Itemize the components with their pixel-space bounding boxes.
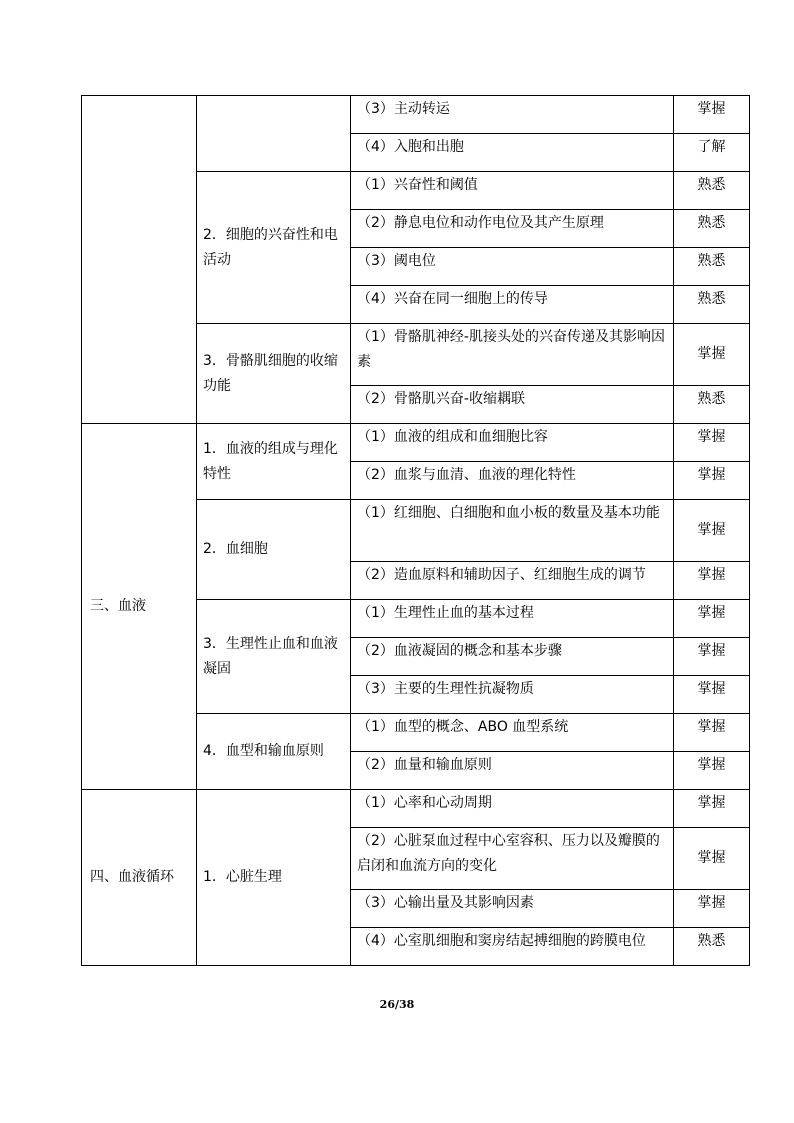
table-row xyxy=(82,96,750,134)
content-cell: （2）心脏泵血过程中心室容积、压力以及瓣膜的启闭和血流方向的变化 xyxy=(351,828,674,890)
content-cell: （2）骨骼肌兴奋-收缩耦联 xyxy=(351,386,674,424)
level-cell: 掌握 xyxy=(674,96,750,134)
level-cell: 掌握 xyxy=(674,890,750,928)
content-cell: （1）血型的概念、ABO 血型系统 xyxy=(351,714,674,752)
level-cell: 掌握 xyxy=(674,324,750,386)
level-cell: 熟悉 xyxy=(674,248,750,286)
section-cell-continued xyxy=(82,96,197,424)
level-cell: 熟悉 xyxy=(674,928,750,966)
content-cell: （1）生理性止血的基本过程 xyxy=(351,600,674,638)
level-cell: 掌握 xyxy=(674,790,750,828)
content-cell: （1）兴奋性和阈值 xyxy=(351,172,674,210)
content-cell: （1）红细胞、白细胞和血小板的数量及基本功能 xyxy=(351,500,674,562)
topic-cell: 2．细胞的兴奋性和电活动 xyxy=(197,172,351,324)
level-cell: 掌握 xyxy=(674,600,750,638)
level-cell: 掌握 xyxy=(674,638,750,676)
content-cell: （2）血液凝固的概念和基本步骤 xyxy=(351,638,674,676)
level-cell: 掌握 xyxy=(674,500,750,562)
content-cell: （3）阈电位 xyxy=(351,248,674,286)
section-cell: 四、血液循环 xyxy=(82,790,197,966)
topic-cell: 4．血型和输血原则 xyxy=(197,714,351,790)
level-cell: 熟悉 xyxy=(674,172,750,210)
level-cell: 掌握 xyxy=(674,752,750,790)
table-row xyxy=(82,790,750,828)
level-cell: 熟悉 xyxy=(674,210,750,248)
level-cell: 熟悉 xyxy=(674,286,750,324)
topic-cell: 1．血液的组成与理化特性 xyxy=(197,424,351,500)
topic-cell-continued xyxy=(197,96,351,172)
level-cell: 掌握 xyxy=(674,714,750,752)
table-row xyxy=(82,424,750,462)
content-cell: （4）心室肌细胞和窦房结起搏细胞的跨膜电位 xyxy=(351,928,674,966)
level-cell: 熟悉 xyxy=(674,386,750,424)
topic-cell: 1．心脏生理 xyxy=(197,790,351,966)
topic-cell: 2．血细胞 xyxy=(197,500,351,600)
level-cell: 掌握 xyxy=(674,676,750,714)
content-cell: （1）骨骼肌神经-肌接头处的兴奋传递及其影响因素 xyxy=(351,324,674,386)
level-cell: 掌握 xyxy=(674,562,750,600)
topic-cell: 3．骨骼肌细胞的收缩功能 xyxy=(197,324,351,424)
level-cell: 掌握 xyxy=(674,462,750,500)
level-cell: 掌握 xyxy=(674,424,750,462)
content-cell: （3）主要的生理性抗凝物质 xyxy=(351,676,674,714)
content-cell: （3）主动转运 xyxy=(351,96,674,134)
content-cell: （2）造血原料和辅助因子、红细胞生成的调节 xyxy=(351,562,674,600)
content-cell: （1）心率和心动周期 xyxy=(351,790,674,828)
content-cell: （2）静息电位和动作电位及其产生原理 xyxy=(351,210,674,248)
content-cell: （4）兴奋在同一细胞上的传导 xyxy=(351,286,674,324)
content-cell: （4）入胞和出胞 xyxy=(351,134,674,172)
level-cell: 掌握 xyxy=(674,828,750,890)
content-cell: （2）血量和输血原则 xyxy=(351,752,674,790)
syllabus-table xyxy=(81,95,750,966)
section-cell: 三、血液 xyxy=(82,424,197,790)
content-cell: （3）心输出量及其影响因素 xyxy=(351,890,674,928)
content-cell: （2）血浆与血清、血液的理化特性 xyxy=(351,462,674,500)
topic-cell: 3．生理性止血和血液凝固 xyxy=(197,600,351,714)
level-cell: 了解 xyxy=(674,134,750,172)
page-number: 26/38 xyxy=(379,998,415,1011)
content-cell: （1）血液的组成和血细胞比容 xyxy=(351,424,674,462)
